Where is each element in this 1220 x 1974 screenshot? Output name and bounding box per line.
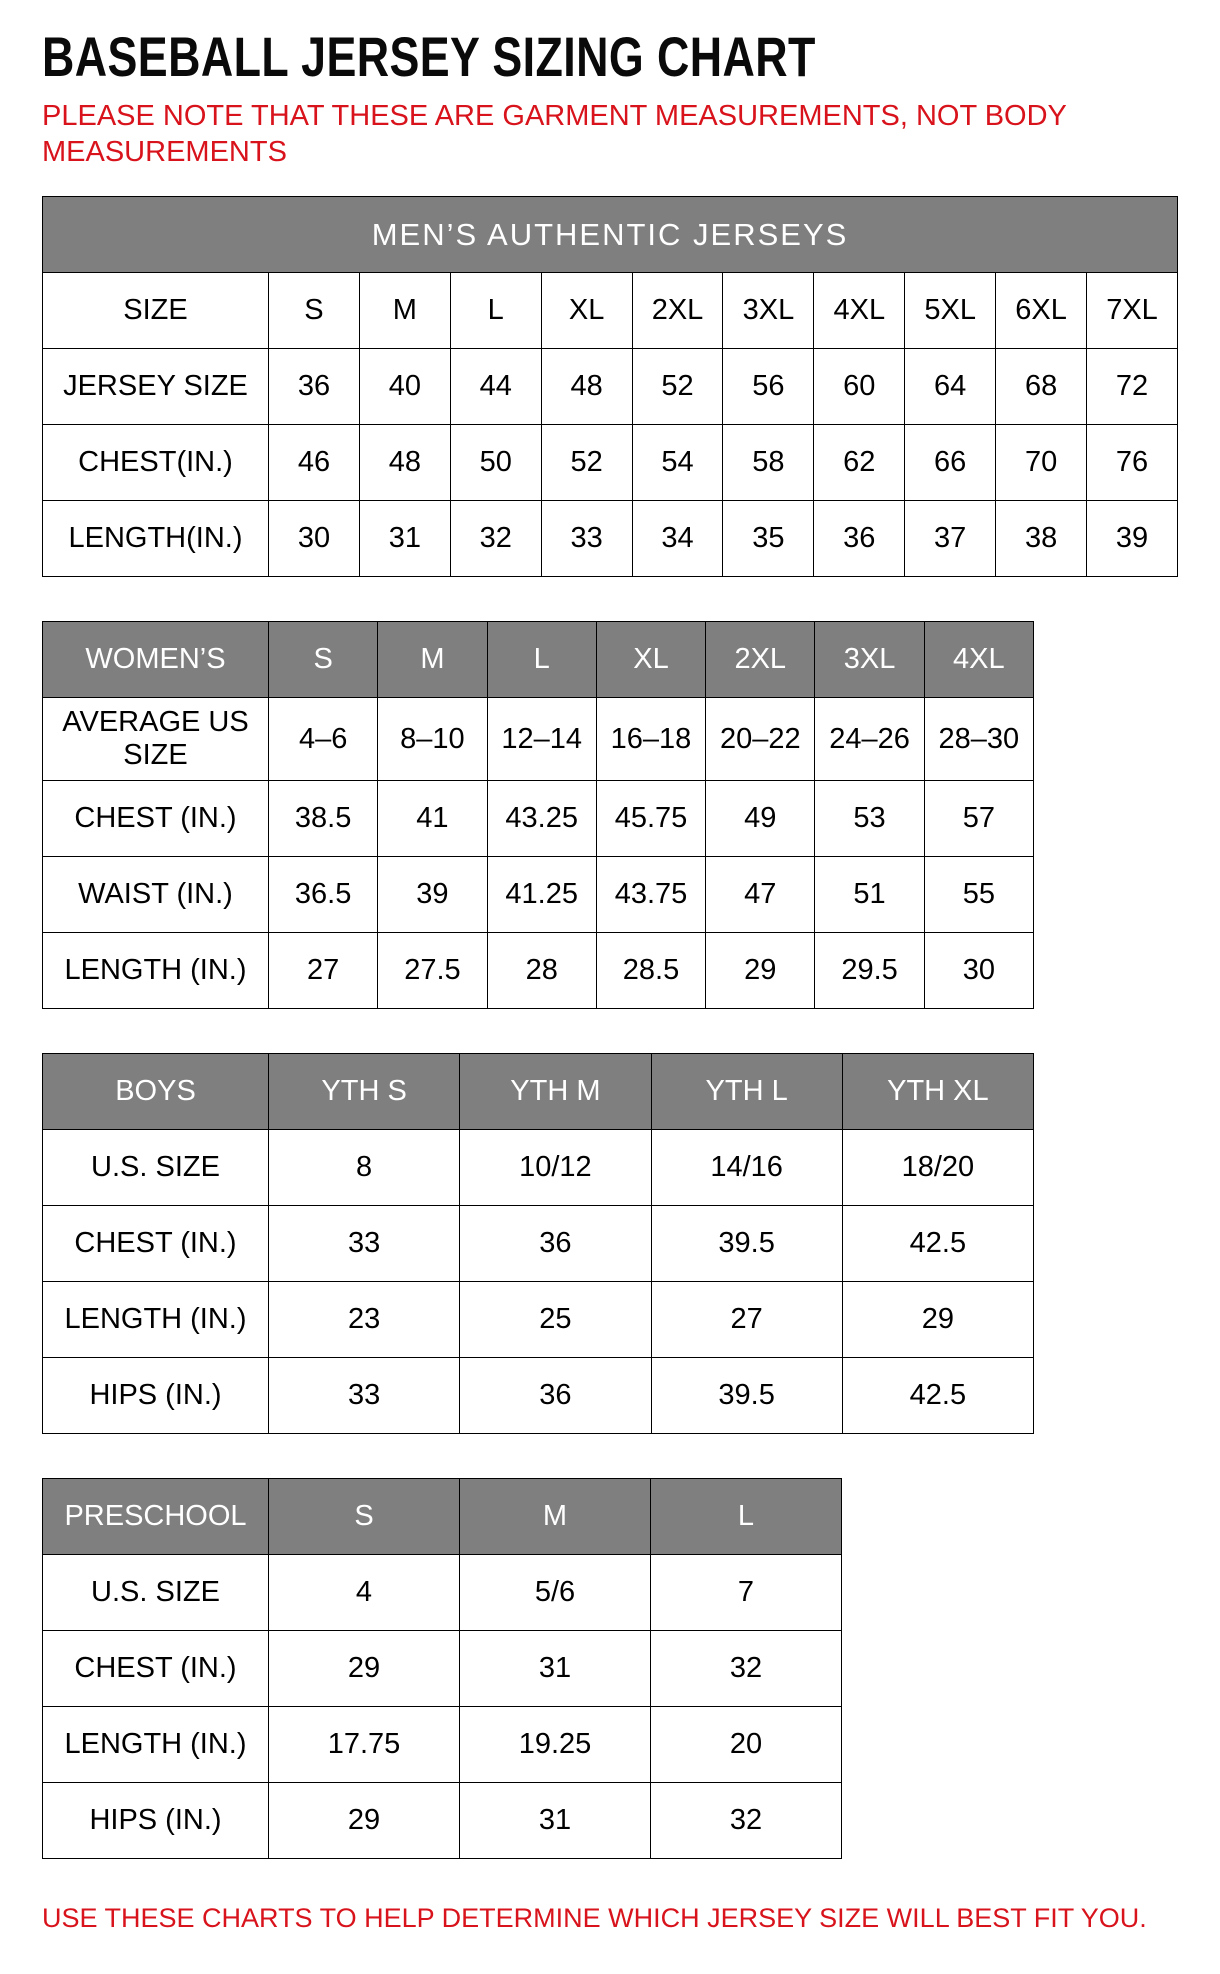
boys-column-header-yth-m: YTH M xyxy=(460,1054,651,1130)
womens-row-label-average-us-size: AVERAGE US SIZE xyxy=(43,698,269,781)
womens-waist-in-value-5: 51 xyxy=(815,857,924,933)
mens-size-value-4: 2XL xyxy=(632,273,723,349)
boys-hips-in-value-1: 36 xyxy=(460,1358,651,1434)
mens-size-value-5: 3XL xyxy=(723,273,814,349)
boys-chest-in-value-1: 36 xyxy=(460,1206,651,1282)
mens-size-value-9: 7XL xyxy=(1087,273,1178,349)
mens-length-in-value-4: 34 xyxy=(632,501,723,577)
boys-row-label-chest-in: CHEST (IN.) xyxy=(43,1206,269,1282)
mens-row-length-in xyxy=(43,501,1178,577)
mens-jersey-size-value-3: 48 xyxy=(541,349,632,425)
womens-waist-in-value-0: 36.5 xyxy=(269,857,378,933)
boys-u-s-size-value-3: 18/20 xyxy=(842,1130,1033,1206)
boys-row-chest-in xyxy=(43,1206,1034,1282)
womens-column-header-l: L xyxy=(487,622,596,698)
preschool-u-s-size-value-0: 4 xyxy=(269,1555,460,1631)
mens-jersey-size-value-4: 52 xyxy=(632,349,723,425)
womens-waist-in-value-6: 55 xyxy=(924,857,1033,933)
womens-waist-in-value-2: 41.25 xyxy=(487,857,596,933)
preschool-row-chest-in xyxy=(43,1631,842,1707)
preschool-sizing-table xyxy=(42,1478,842,1859)
boys-row-label-length-in: LENGTH (IN.) xyxy=(43,1282,269,1358)
boys-hips-in-value-0: 33 xyxy=(269,1358,460,1434)
mens-chest-in-value-7: 66 xyxy=(905,425,996,501)
mens-chest-in-value-2: 50 xyxy=(450,425,541,501)
mens-row-label-chest-in: CHEST(IN.) xyxy=(43,425,269,501)
womens-column-header-s: S xyxy=(269,622,378,698)
womens-length-in-value-3: 28.5 xyxy=(596,933,705,1009)
womens-sizing-table xyxy=(42,621,1034,1009)
boys-chest-in-value-3: 42.5 xyxy=(842,1206,1033,1282)
boys-sizing-table xyxy=(42,1053,1034,1434)
preschool-row-hips-in xyxy=(43,1783,842,1859)
mens-length-in-value-6: 36 xyxy=(814,501,905,577)
womens-column-header-2xl: 2XL xyxy=(706,622,815,698)
garment-measurement-note: PLEASE NOTE THAT THESE ARE GARMENT MEASUREMENTS, NOT BODY MEASUREMENTS xyxy=(42,99,1067,168)
boys-hips-in-value-3: 42.5 xyxy=(842,1358,1033,1434)
mens-chest-in-value-9: 76 xyxy=(1087,425,1178,501)
boys-header-label: BOYS xyxy=(43,1054,269,1130)
mens-chest-in-value-5: 58 xyxy=(723,425,814,501)
boys-row-hips-in xyxy=(43,1358,1034,1434)
womens-row-waist-in xyxy=(43,857,1034,933)
mens-size-value-6: 4XL xyxy=(814,273,905,349)
womens-length-in-value-0: 27 xyxy=(269,933,378,1009)
page-title: BASEBALL JERSEY SIZING CHART xyxy=(42,25,816,88)
womens-length-in-value-1: 27.5 xyxy=(378,933,487,1009)
boys-length-in-value-3: 29 xyxy=(842,1282,1033,1358)
mens-banner-row xyxy=(43,197,1178,273)
womens-row-average-us-size xyxy=(43,698,1034,781)
mens-jersey-size-value-1: 40 xyxy=(359,349,450,425)
preschool-u-s-size-value-2: 7 xyxy=(651,1555,842,1631)
womens-waist-in-value-1: 39 xyxy=(378,857,487,933)
mens-chest-in-value-6: 62 xyxy=(814,425,905,501)
womens-average-us-size-value-5: 24–26 xyxy=(815,698,924,781)
mens-length-in-value-1: 31 xyxy=(359,501,450,577)
mens-row-chest-in xyxy=(43,425,1178,501)
boys-u-s-size-value-1: 10/12 xyxy=(460,1130,651,1206)
mens-chest-in-value-1: 48 xyxy=(359,425,450,501)
preschool-header-label: PRESCHOOL xyxy=(43,1479,269,1555)
boys-chest-in-value-0: 33 xyxy=(269,1206,460,1282)
mens-length-in-value-9: 39 xyxy=(1087,501,1178,577)
mens-length-in-value-8: 38 xyxy=(996,501,1087,577)
womens-length-in-value-4: 29 xyxy=(706,933,815,1009)
mens-size-value-1: M xyxy=(359,273,450,349)
boys-u-s-size-value-2: 14/16 xyxy=(651,1130,842,1206)
womens-chest-in-value-4: 49 xyxy=(706,781,815,857)
womens-column-header-4xl: 4XL xyxy=(924,622,1033,698)
mens-size-value-3: XL xyxy=(541,273,632,349)
womens-average-us-size-value-3: 16–18 xyxy=(596,698,705,781)
womens-waist-in-value-4: 47 xyxy=(706,857,815,933)
mens-table-title: MEN’S AUTHENTIC JERSEYS xyxy=(43,197,1178,273)
womens-length-in-value-5: 29.5 xyxy=(815,933,924,1009)
boys-column-header-yth-xl: YTH XL xyxy=(842,1054,1033,1130)
mens-length-in-value-7: 37 xyxy=(905,501,996,577)
womens-chest-in-value-0: 38.5 xyxy=(269,781,378,857)
mens-row-label-jersey-size: JERSEY SIZE xyxy=(43,349,269,425)
mens-chest-in-value-8: 70 xyxy=(996,425,1087,501)
womens-column-header-3xl: 3XL xyxy=(815,622,924,698)
preschool-row-label-chest-in: CHEST (IN.) xyxy=(43,1631,269,1707)
sizing-chart-page xyxy=(42,26,1180,1934)
mens-jersey-size-value-2: 44 xyxy=(450,349,541,425)
boys-row-label-u-s-size: U.S. SIZE xyxy=(43,1130,269,1206)
preschool-hips-in-value-0: 29 xyxy=(269,1783,460,1859)
boys-hips-in-value-2: 39.5 xyxy=(651,1358,842,1434)
womens-chest-in-value-5: 53 xyxy=(815,781,924,857)
womens-chest-in-value-2: 43.25 xyxy=(487,781,596,857)
mens-length-in-value-2: 32 xyxy=(450,501,541,577)
mens-chest-in-value-4: 54 xyxy=(632,425,723,501)
womens-chest-in-value-6: 57 xyxy=(924,781,1033,857)
mens-size-value-8: 6XL xyxy=(996,273,1087,349)
mens-jersey-size-value-6: 60 xyxy=(814,349,905,425)
preschool-hips-in-value-1: 31 xyxy=(460,1783,651,1859)
mens-length-in-value-0: 30 xyxy=(269,501,360,577)
mens-row-jersey-size xyxy=(43,349,1178,425)
mens-jersey-size-value-5: 56 xyxy=(723,349,814,425)
womens-average-us-size-value-4: 20–22 xyxy=(706,698,815,781)
boys-length-in-value-0: 23 xyxy=(269,1282,460,1358)
preschool-row-label-hips-in: HIPS (IN.) xyxy=(43,1783,269,1859)
preschool-row-label-length-in: LENGTH (IN.) xyxy=(43,1707,269,1783)
mens-row-size xyxy=(43,273,1178,349)
preschool-length-in-value-2: 20 xyxy=(651,1707,842,1783)
mens-jersey-size-value-0: 36 xyxy=(269,349,360,425)
boys-u-s-size-value-0: 8 xyxy=(269,1130,460,1206)
preschool-column-header-l: L xyxy=(651,1479,842,1555)
womens-length-in-value-2: 28 xyxy=(487,933,596,1009)
preschool-length-in-value-0: 17.75 xyxy=(269,1707,460,1783)
womens-column-header-xl: XL xyxy=(596,622,705,698)
preschool-u-s-size-value-1: 5/6 xyxy=(460,1555,651,1631)
boys-column-header-yth-l: YTH L xyxy=(651,1054,842,1130)
boys-row-length-in xyxy=(43,1282,1034,1358)
boys-row-label-hips-in: HIPS (IN.) xyxy=(43,1358,269,1434)
boys-column-header-yth-s: YTH S xyxy=(269,1054,460,1130)
mens-size-value-2: L xyxy=(450,273,541,349)
preschool-column-header-s: S xyxy=(269,1479,460,1555)
mens-size-value-7: 5XL xyxy=(905,273,996,349)
womens-row-label-waist-in: WAIST (IN.) xyxy=(43,857,269,933)
mens-size-value-0: S xyxy=(269,273,360,349)
womens-average-us-size-value-6: 28–30 xyxy=(924,698,1033,781)
mens-chest-in-value-0: 46 xyxy=(269,425,360,501)
preschool-column-header-m: M xyxy=(460,1479,651,1555)
preschool-header-row xyxy=(43,1479,842,1555)
preschool-row-u-s-size xyxy=(43,1555,842,1631)
preschool-chest-in-value-1: 31 xyxy=(460,1631,651,1707)
womens-column-header-m: M xyxy=(378,622,487,698)
mens-jersey-size-value-7: 64 xyxy=(905,349,996,425)
womens-chest-in-value-1: 41 xyxy=(378,781,487,857)
mens-jersey-size-value-8: 68 xyxy=(996,349,1087,425)
mens-row-label-length-in: LENGTH(IN.) xyxy=(43,501,269,577)
womens-header-row xyxy=(43,622,1034,698)
preschool-row-length-in xyxy=(43,1707,842,1783)
womens-average-us-size-value-0: 4–6 xyxy=(269,698,378,781)
womens-length-in-value-6: 30 xyxy=(924,933,1033,1009)
mens-chest-in-value-3: 52 xyxy=(541,425,632,501)
boys-chest-in-value-2: 39.5 xyxy=(651,1206,842,1282)
mens-length-in-value-5: 35 xyxy=(723,501,814,577)
womens-row-label-chest-in: CHEST (IN.) xyxy=(43,781,269,857)
boys-row-u-s-size xyxy=(43,1130,1034,1206)
preschool-row-label-u-s-size: U.S. SIZE xyxy=(43,1555,269,1631)
mens-authentic-jerseys-table xyxy=(42,196,1178,577)
mens-length-in-value-3: 33 xyxy=(541,501,632,577)
mens-jersey-size-value-9: 72 xyxy=(1087,349,1178,425)
boys-header-row xyxy=(43,1054,1034,1130)
womens-row-length-in xyxy=(43,933,1034,1009)
footer-note: USE THESE CHARTS TO HELP DETERMINE WHICH JERSEY SIZE WILL BEST FIT YOU. xyxy=(42,1903,1147,1934)
mens-row-label-size: SIZE xyxy=(43,273,269,349)
preschool-length-in-value-1: 19.25 xyxy=(460,1707,651,1783)
womens-waist-in-value-3: 43.75 xyxy=(596,857,705,933)
womens-average-us-size-value-1: 8–10 xyxy=(378,698,487,781)
womens-header-label: WOMEN’S xyxy=(43,622,269,698)
womens-row-chest-in xyxy=(43,781,1034,857)
preschool-hips-in-value-2: 32 xyxy=(651,1783,842,1859)
preschool-chest-in-value-2: 32 xyxy=(651,1631,842,1707)
boys-length-in-value-2: 27 xyxy=(651,1282,842,1358)
boys-length-in-value-1: 25 xyxy=(460,1282,651,1358)
womens-row-label-length-in: LENGTH (IN.) xyxy=(43,933,269,1009)
womens-average-us-size-value-2: 12–14 xyxy=(487,698,596,781)
womens-chest-in-value-3: 45.75 xyxy=(596,781,705,857)
preschool-chest-in-value-0: 29 xyxy=(269,1631,460,1707)
